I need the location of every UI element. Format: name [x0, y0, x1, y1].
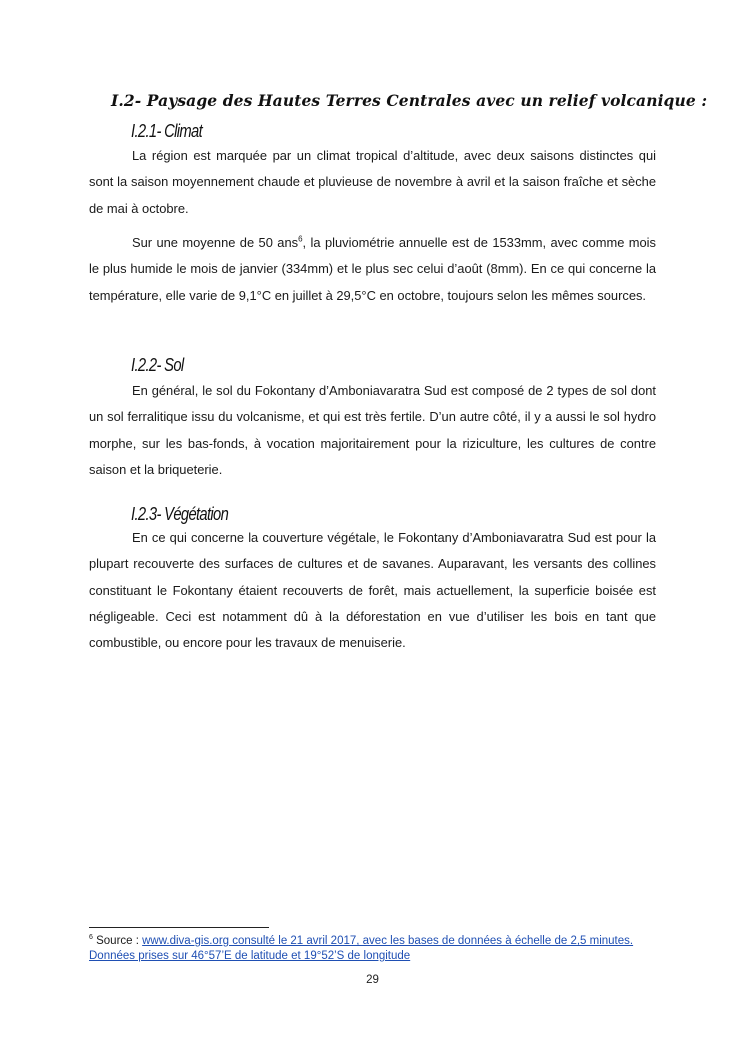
subheading-climat: I.2.1- Climat [131, 121, 203, 141]
section-heading: I.2- Paysage des Hautes Terres Centrales avec un relief volcanique : [111, 91, 708, 110]
subheading-sol: I.2.2- Sol [131, 355, 184, 375]
paragraph-sol: En général, le sol du Fokontany d’Amboniavaratra Sud est composé de 2 types de sol dont un sol ferralitique issu du volcanisme, et qui est très fertile. D’un autre côté, il y a aussi le sol hydro morphe, sur les bas-fonds, à vocation majoritairement pour la riziculture, les cultures de contre saison et la briqueterie. [89, 383, 656, 477]
footnote-prefix: Source : [92, 935, 143, 947]
paragraph-climat-2-start: Sur une moyenne de 50 ans [132, 235, 299, 250]
footnote [89, 934, 649, 964]
footnote-number: 6 [89, 934, 93, 942]
paragraph-vegetation: En ce qui concerne la couverture végétale, le Fokontany d’Amboniavaratra Sud est pour la plupart recouverte des surfaces de cultures et de savanes. Auparavant, les versants des collines constituant le Fokontany étaient recouverts de forêt, mais actuellement, la superficie boisée est négligeable. Ceci est notamment dû à la déforestation en vue d’utiliser les bois en tant que combustible, ou encore pour les travaux de menuiserie. [89, 530, 656, 651]
footnote-reference[interactable]: 6 [298, 234, 303, 244]
footnote-separator [89, 927, 269, 928]
subheading-vegetation: I.2.3- Végétation [131, 504, 229, 524]
paragraph-climat-1: La région est marquée par un climat tropical d’altitude, avec deux saisons distinctes qui sont la saison moyennement chaude et pluvieuse de novembre à avril et la saison fraîche et sèche de mai à octobre. [89, 148, 656, 216]
page-number: 29 [366, 974, 379, 986]
footnote-source-link[interactable]: www.diva-gis.org consulté le 21 avril 2017, avec les bases de données à échelle de 2,5 minutes. Données prises sur 46°57’E de latitude et 19°52’S de longitude [89, 935, 634, 962]
paragraph-climat-2 [89, 230, 656, 309]
paragraph-climat-2-end: , la pluviométrie annuelle est de 1533mm, avec comme mois le plus humide le mois de janvier (334mm) et le plus sec celui d’août (8mm). En ce qui concerne la température, elle varie de 9,1°C en juillet à 29,5°C en octobre, toujours selon les mêmes sources. [89, 235, 656, 303]
